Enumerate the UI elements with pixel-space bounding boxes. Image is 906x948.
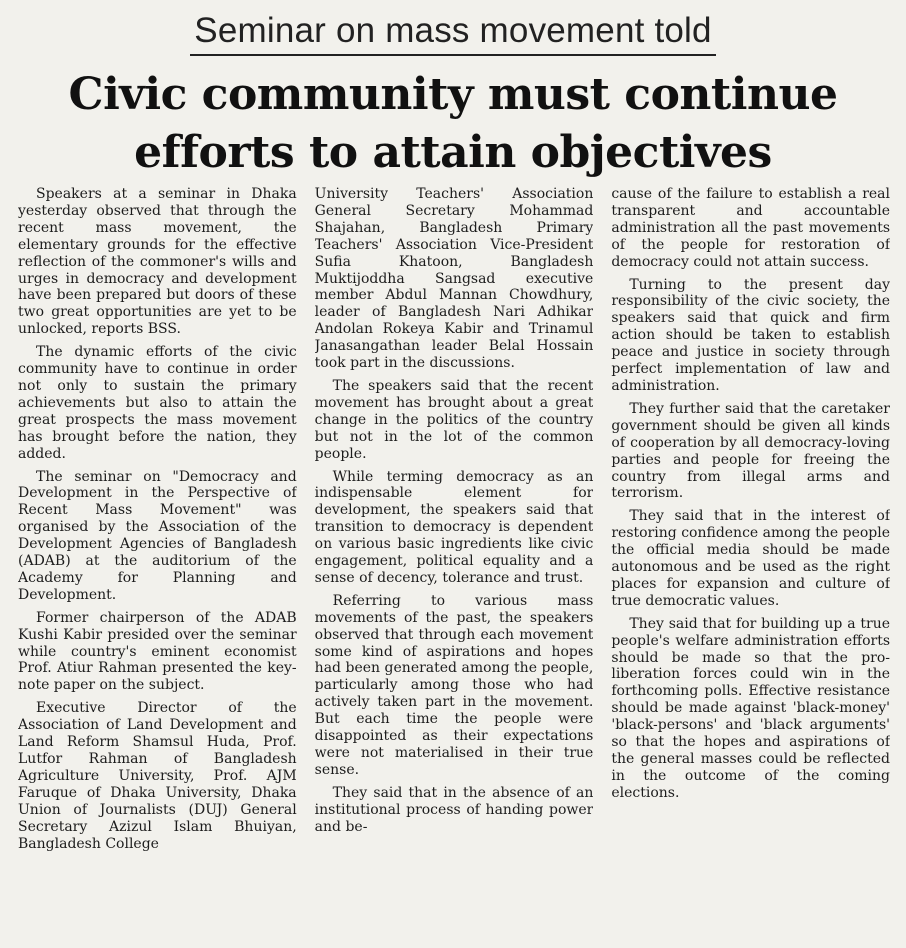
column-2 — [315, 186, 594, 941]
paragraph: Speakers at a seminar in Dhaka yesterday observed that through the recent mass movement, the elementary grounds for the effective reflection of the commoner's wills and urges in democracy and development have been prepared but doors of these two great opportunities are yet to be unlocked, reports BSS. — [18, 186, 297, 338]
paragraph: Turning to the present day responsibility of the civic society, the speakers said that quick and firm action should be taken to establish peace and justice in society through perfect implementation of law and administration. — [611, 276, 890, 394]
paragraph: They said that in the interest of restoring confidence among the people the official media should be made autonomous and be used as the right places for expansion and culture of true democratic values. — [611, 508, 890, 609]
kicker-container — [0, 10, 906, 56]
paragraph: The speakers said that the recent movement has brought about a great change in the politics of the country but not in the lot of the common people. — [314, 377, 594, 462]
paragraph: They further said that the caretaker government should be given all kinds of cooperation by all democracy-loving parties and people for freeing the country from illegal arms and terrorism. — [611, 400, 890, 502]
article-body — [18, 186, 890, 941]
paragraph: They said that in the absence of an institutional process of handing power and be- — [314, 784, 594, 835]
paragraph: Former chairperson of the ADAB Kushi Kabir presided over the seminar while country's eminent economist Prof. Atiur Rahman presented the key-note paper on the subject. — [18, 609, 297, 694]
paragraph: The seminar on "Democracy and Development in the Perspective of Recent Mass Movement" was organised by the Association of the Development Agencies of Bangladesh (ADAB) at the auditorium of the Academy for Planning and Development. — [18, 468, 297, 603]
paragraph-continued: University Teachers' Association General Secretary Mohammad Shajahan, Bangladesh Primary Teachers' Association Vice-President Sufia Khatoon, Bangladesh Muktijoddha Sangsad executive member Abdul Mannan Chowdhury, leader of Bangladesh Nari Adhikar Andolan Rokeya Kabir and Trinamul Janasangathan leader Belal Hossain took part in the discussions. — [314, 186, 594, 372]
paragraph-continued: cause of the failure to establish a real transparent and accountable administration all the past movements of the people for restoration of democracy could not attain success. — [611, 186, 890, 270]
paragraph: Executive Director of the Association of Land Development and Land Reform Shamsul Huda, Prof. Lutfor Rahman of Bangladesh Agriculture University, Prof. AJM Faruque of Dhaka University, Dhaka Union of Journalists (DUJ) General Secretary Azizul Islam Bhuiyan, Bangladesh College — [18, 700, 297, 852]
column-3 — [611, 186, 890, 941]
column-1 — [18, 186, 297, 941]
kicker-headline: Seminar on mass movement told — [190, 10, 715, 56]
paragraph: While terming democracy as an indispensable element for development, the speakers said that transition to democracy is dependent on various basic ingredients like civic engagement, political equality and a sense of decency, tolerance and trust. — [314, 468, 594, 586]
paragraph: The dynamic efforts of the civic community have to continue in order not only to sustain the primary achievements but also to attain the great prospects the mass movement has brought before the nation, they added. — [18, 344, 297, 462]
main-headline: Civic community must continue efforts to attain objectives — [68, 69, 838, 178]
paragraph: Referring to various mass movements of the past, the speakers observed that through each movement some kind of aspirations and hopes had been generated among the people, particularly among those who had actively taken part in the movement. But each time the people were disappointed as their expectations were not materialised in their true sense. — [314, 592, 594, 778]
paragraph: They said that for building up a true people's welfare administration efforts should be made so that the pro-liberation forces could win in the forthcoming polls. Effective resistance should be made against 'black-money' 'black-persons' and 'black arguments' so that the hopes and aspirations of the general masses could be reflected in the outcome of the coming elections. — [611, 615, 890, 801]
